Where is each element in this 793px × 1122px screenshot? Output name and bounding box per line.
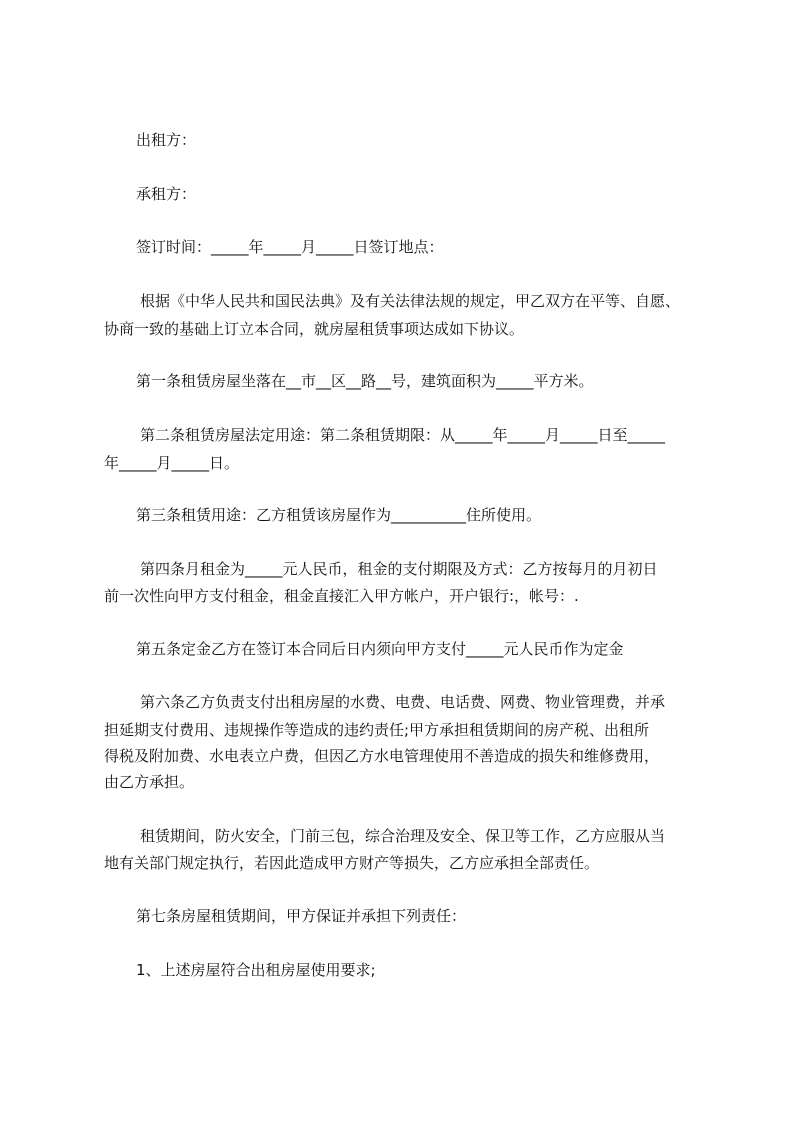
article-6-line-3: 得税及附加费、水电表立户费，但因乙方水电管理使用不善造成的损失和维修费用，	[104, 747, 660, 765]
lease-period-line-2: 地有关部门规定执行，若因此造成甲方财产等损失，乙方应承担全部责任。	[104, 854, 600, 872]
lessee-label: 承租方：	[136, 185, 197, 203]
article-1: 第一条租赁房屋坐落在__市__区__路__号，建筑面积为_____平方米。	[136, 372, 594, 390]
article-4-line-1: 第四条月租金为_____元人民币，租金的支付期限及方式：乙方按每月的月初日	[140, 560, 658, 578]
article-4-line-2: 前一次性向甲方支付租金，租金直接汇入甲方帐户，开户银行:，帐号：.	[104, 587, 579, 605]
article-3: 第三条租赁用途：乙方租赁该房屋作为__________住所使用。	[136, 506, 542, 524]
lessor-label: 出租方：	[136, 131, 197, 149]
article-7-item-1: 1、上述房屋符合出租房屋使用要求;	[136, 961, 376, 979]
article-7: 第七条房屋租赁期间，甲方保证并承担下列责任：	[136, 907, 467, 925]
article-2-line-1: 第二条租赁房屋法定用途：第二条租赁期限：从_____年_____月_____日至_____	[140, 426, 666, 444]
article-6-line-4: 由乙方承担。	[104, 773, 195, 791]
signing-time-place: 签订时间：_____年_____月_____日签订地点：	[136, 238, 444, 256]
article-5: 第五条定金乙方在签订本合同后日内须向甲方支付_____元人民币作为定金	[136, 640, 624, 658]
article-6-line-1: 第六条乙方负责支付出租房屋的水费、电费、电话费、网费、物业管理费，并承	[140, 693, 666, 711]
article-6-line-2: 担延期支付费用、违规操作等造成的违约责任;甲方承担租赁期间的房产税、出租所	[104, 721, 650, 739]
preamble-line-2: 协商一致的基础上订立本合同，就房屋租赁事项达成如下协议。	[104, 320, 525, 338]
lease-period-line-1: 租赁期间，防火安全，门前三包，综合治理及安全、保卫等工作，乙方应服从当	[140, 827, 666, 845]
article-2-line-2: 年_____月_____日。	[104, 454, 240, 472]
preamble-line-1: 根据《中华人民共和国民法典》及有关法律法规的规定，甲乙双方在平等、自愿、	[140, 292, 681, 310]
